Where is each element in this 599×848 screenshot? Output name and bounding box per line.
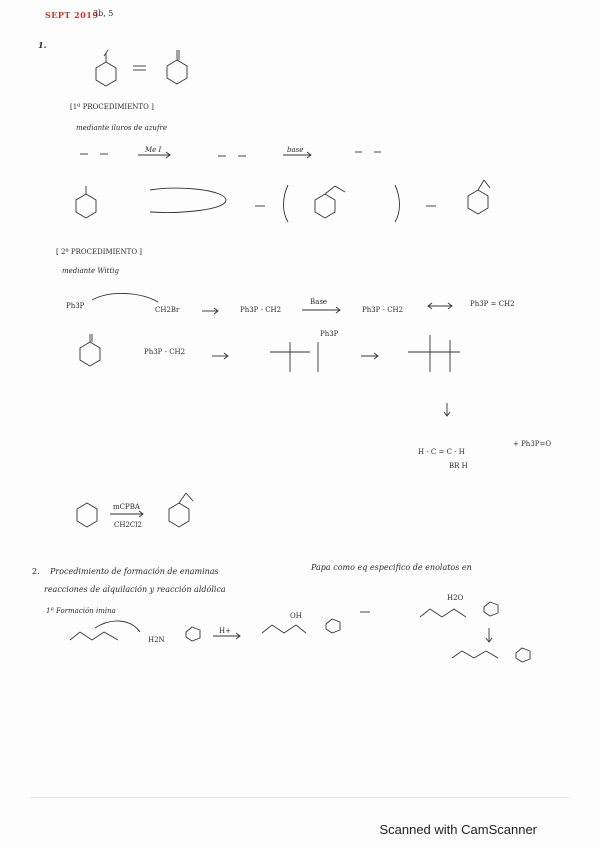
betaine-intermediate	[212, 335, 460, 372]
hplus-label: H+	[219, 627, 231, 635]
proc1-reagent-base: base	[287, 146, 304, 154]
q2-sub: 1ª Formación imina	[46, 607, 116, 615]
epoxidation	[77, 493, 193, 527]
equilibrium-arrow	[133, 66, 146, 70]
q1-number: 1.	[38, 40, 47, 50]
ch2br-label: CH2Br	[155, 306, 180, 314]
oh-label: OH	[290, 612, 302, 620]
ylide-label: Ph3P - CH2	[240, 306, 282, 314]
byproduct-label: + Ph3P=O	[513, 440, 552, 448]
header-date: SEPT 2019	[45, 10, 99, 20]
q2-number: 2.	[32, 567, 40, 576]
q2-text-line1: Procedimiento de formación de enaminas	[50, 567, 219, 576]
wittig-arrows	[92, 293, 452, 314]
ph3p-reagent-label: Ph3P - CH2	[144, 348, 186, 356]
base-label: Base	[310, 298, 328, 306]
proc1-title: [1º PROCEDIMIENTO ]	[70, 103, 154, 111]
ph3p-label: Ph3P	[66, 302, 85, 310]
ph3p-plus-label: Ph3P	[320, 330, 339, 338]
product-alkene: H - C = C - H	[418, 448, 465, 456]
dimethyl-sulfide-reaction	[80, 152, 381, 158]
proc1-subtitle: mediante iluros de azufre	[76, 124, 168, 132]
ylide2-label: Ph3P - CH2	[362, 306, 404, 314]
cyclohexanone-ring-2	[80, 334, 100, 366]
proc2-title: [ 2º PROCEDIMIENTO ]	[56, 248, 143, 256]
cyclohexanone-ylide-reaction	[76, 180, 490, 222]
proc1-reagent-mei: Me I	[145, 146, 162, 154]
h2n-label: H2N	[148, 636, 165, 644]
proc2-subtitle: mediante Wittig	[62, 267, 120, 275]
down-arrow	[444, 403, 450, 416]
divider-line	[30, 797, 569, 798]
ylene-label: Ph3P = CH2	[470, 300, 515, 308]
imine-formation	[70, 602, 530, 662]
h2o-label: H2O	[447, 594, 464, 602]
product-sub: BR H	[449, 462, 468, 470]
q2-text-line1b: Papa como eq especifico de enolatos en	[311, 563, 472, 572]
q2-text-line2: reacciones de alquilación y reacción aldólica	[44, 585, 226, 594]
solvent-label: CH2Cl2	[114, 521, 142, 529]
cyclohexane-ring-1	[96, 50, 116, 86]
cyclohexanone-ring	[167, 50, 187, 84]
scanner-watermark: Scanned with CamScanner	[379, 822, 537, 837]
mcpba-label: mCPBA	[113, 503, 140, 511]
header-points: 3b, 5	[93, 9, 114, 18]
